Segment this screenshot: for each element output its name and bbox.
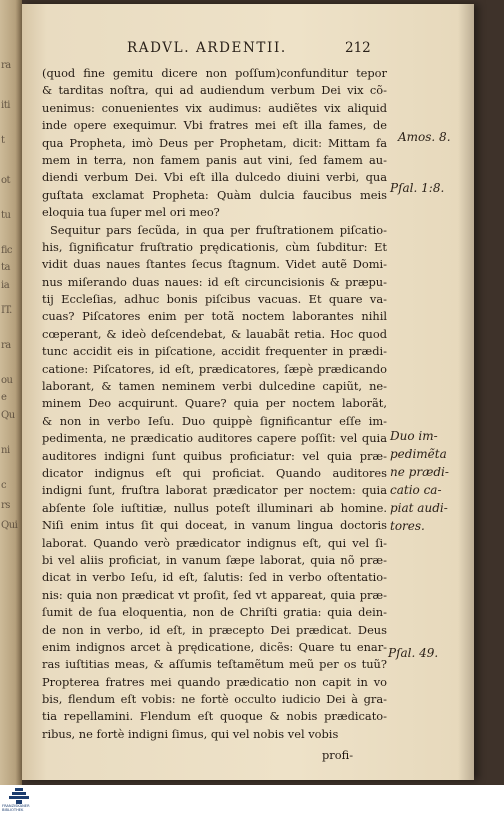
edge-fragment: ra (1, 340, 11, 351)
edge-fragment: ni (1, 445, 10, 456)
text-line: enim indignos arcet à prędicatione, dicẽs: Quare tu enar- (42, 639, 387, 654)
edge-fragment: ia (1, 280, 10, 291)
library-label: FRANZISKANER BIBLIOTHEK (2, 804, 30, 812)
text-line: ribus, ne fortè indigni ſimus, qui vel nobis vel vobis (42, 726, 339, 741)
text-line: nis: quia non prædicat vt proſit, ſed vt appareat, quia præ- (42, 587, 387, 602)
text-line: ſumit de ſua eloquentia, non de Chriſti gratia: quia dein- (42, 605, 387, 620)
text-line: ras iuſtitias meas, & aſſumis teſtamẽtum meũ per os tuũ? (42, 657, 387, 672)
edge-fragment: ra (1, 60, 11, 71)
body-text-block (42, 65, 387, 743)
margin-note: Amos. 8. (398, 130, 451, 144)
edge-fragment: ta (1, 262, 10, 273)
edge-fragment: rs (1, 500, 10, 511)
text-line: minem Deo acquirunt. Quare? quia per noctem laborãt, (42, 396, 387, 411)
text-line: dicat in verbo Ieſu, id eſt, ſalutis: ſed in verbo oſtentatio- (42, 570, 387, 585)
text-line: nus miſerando duas naues: id eſt circuncisionis & præpu- (42, 274, 387, 289)
text-line: tij Eccleſias, adhuc bonis piſcibus vacuas. Et quare va- (42, 292, 387, 307)
page-shadow (458, 4, 474, 780)
margin-note: Pſal. 49. (388, 646, 439, 660)
edge-fragment: ou (1, 375, 13, 386)
margin-note: catio ca- (390, 483, 442, 497)
text-line: eloquia tua ſuper mel ori meo? (42, 205, 220, 220)
edge-fragment: iti (1, 100, 10, 111)
text-line: tunc accidit eis in piſcatione, accidit frequenter in prædi- (42, 344, 387, 359)
text-line: & non in verbo Ieſu. Duo quippè ſignificantur eſſe im- (42, 413, 387, 428)
text-line: auditores indigni ſunt quibus proficiatur: vel quia præ- (42, 448, 387, 463)
viewer-footer (0, 785, 504, 813)
text-line: & tarditas noſtra, qui ad audiendum verbum Dei vix cõ- (42, 83, 387, 98)
text-line: catione: Piſcatores, id eſt, prædicatores, ſæpè prædicando (42, 361, 387, 376)
text-line: Propterea fratres mei quando prædicatio non capit in vo (42, 674, 387, 689)
text-line: pedimenta, ne prædicatio auditores capere poſſit: vel quia (42, 431, 387, 446)
edge-fragment: IT. (1, 305, 12, 316)
text-line: mem in terra, non famem panis aut vini, ſed famem au- (42, 152, 387, 167)
margin-note: tores. (390, 519, 425, 533)
text-line: cœperant, & ideò deſcendebat, & lauabãt retia. Hoc quod (42, 326, 387, 341)
text-line: his, ſignificatur fruſtratio prędicationis, cùm ſubditur: Et (42, 239, 387, 254)
edge-fragment: fic (1, 245, 12, 256)
text-line: vidit duas naues ſtantes ſecus ſtagnum. Videt autẽ Domi- (42, 257, 387, 272)
catchword: profi- (322, 748, 354, 762)
edge-fragment: c (1, 480, 7, 491)
margin-note: Duo im- (390, 429, 438, 443)
margin-note: Pſal. 1:8. (390, 181, 445, 195)
text-line: qua Propheta, imò Deus per Prophetam, dicit: Mittam fa (42, 135, 387, 150)
page-number: 212 (345, 40, 371, 56)
adjacent-page-edge (0, 0, 22, 785)
text-line: uenimus: conuenientes vix audimus: audiẽtes vix aliquid (42, 100, 387, 115)
edge-fragment: t (1, 135, 5, 146)
text-line: tia repellamini. Flendum eſt quoque & nobis prædicato- (42, 709, 387, 724)
edge-fragment: ot (1, 175, 11, 186)
text-line: laborant, & tamen neminem verbi dulcedine capiũt, ne- (42, 379, 387, 394)
book-page (22, 4, 474, 780)
text-line: de non in verbo, id eſt, in præcepto Dei prædicat. Deus (42, 622, 387, 637)
edge-fragment: tu (1, 210, 11, 221)
text-line: abſente ſole iuſtitiæ, nullus poteſt illuminari ab homine. (42, 500, 387, 515)
text-line: Sequitur pars ſecũda, in qua per fruſtrationem piſcatio- (50, 222, 387, 237)
text-line: Niſi enim intus ſit qui doceat, in vanum lingua doctoris (42, 518, 387, 533)
text-line: indigni ſunt, fruſtra laborat prædicator per noctem: quia (42, 483, 387, 498)
edge-fragment: e (1, 392, 7, 403)
running-head: RADVL. ARDENTII. (127, 40, 287, 56)
text-line: diendi verbum Dei. Vbi eſt illa dulcedo diuini verbi, qua (42, 170, 387, 185)
text-line: cuas? Piſcatores enim per totã noctem laborantes nihil (42, 309, 387, 324)
edge-fragment: Qui (1, 520, 18, 531)
text-line: (quod fine gemitu dicere non poſſum)confunditur tepor (42, 66, 387, 80)
margin-note: pedimẽta (390, 447, 447, 461)
text-line: bi vel aliis proficiat, in vanum ſæpe laborat, quia nõ præ- (42, 552, 387, 567)
margin-note: piat audi- (390, 501, 448, 515)
text-line: dicator indignus eſt qui proficiat. Quando auditores (42, 465, 387, 480)
text-line: laborat. Quando verò prædicator indignus eſt, qui vel ſi- (42, 535, 387, 550)
text-line: inde opere exequimur. Vbi fratres mei eſt illa fames, de (42, 118, 387, 133)
text-line: bis, flendum eſt vobis: ne fortè occulto iudicio Dei à gra- (42, 692, 387, 707)
edge-fragment: Qu (1, 410, 15, 421)
margin-note: ne prædi- (390, 465, 449, 479)
text-line: guſtata exclamat Propheta: Quàm dulcia faucibus meis (42, 187, 387, 202)
